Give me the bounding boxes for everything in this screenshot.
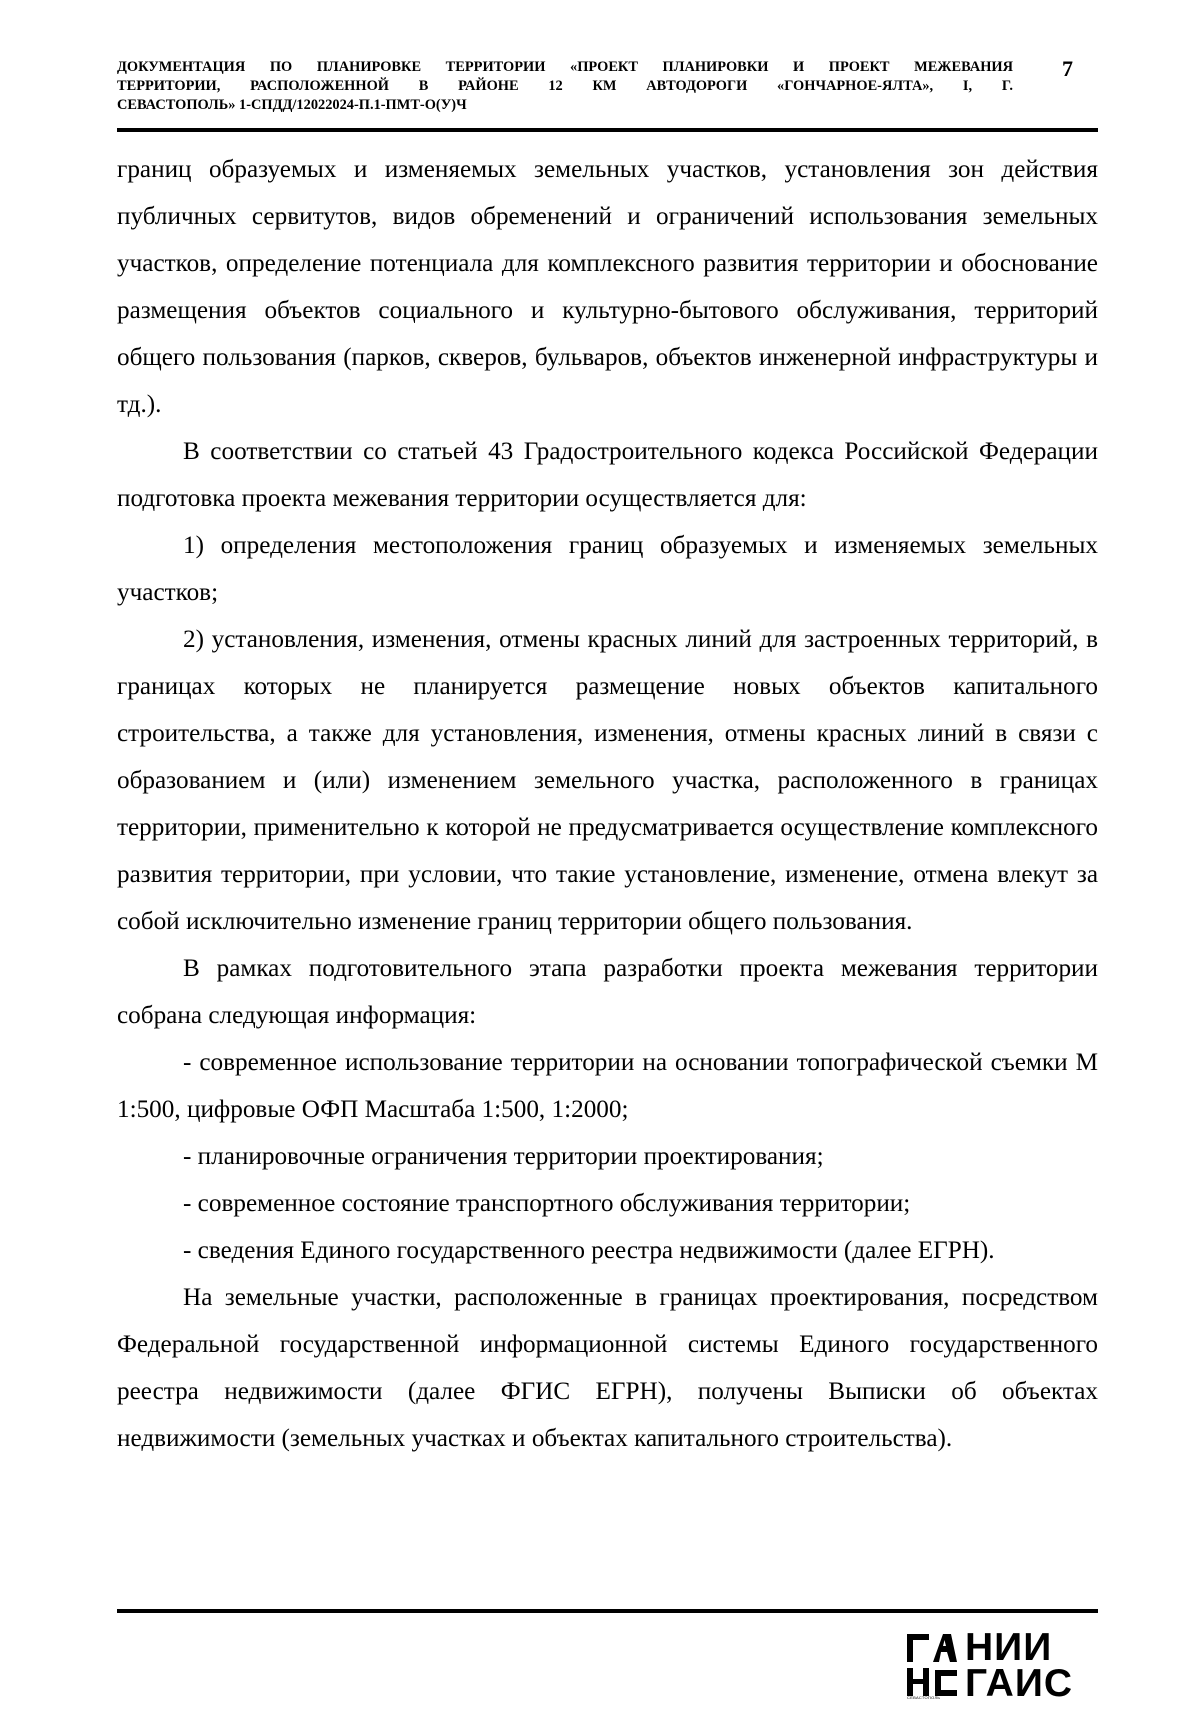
document-body <box>117 146 1098 1462</box>
paragraph-2: В соответствии со статьей 43 Градостроительного кодекса Российской Федерации подготовка проекта межевания территории осуществляется для: <box>117 438 1098 512</box>
bullet-item-1: - современное использование территории на основании топографической съемки М 1:500, цифровые ОФП Масштаба 1:500, 1:2000; <box>117 1049 1098 1123</box>
header-line-3: СЕВАСТОПОЛЬ» 1-СПДД/12022024-П.1-ПМТ-О(У)Ч <box>117 97 467 113</box>
list-item-2: 2) установления, изменения, отмены красных линий для застроенных территорий, в границах которых не планируется размещение новых объектов капитального строительства, а также для установления, изменения, отмены красных линий в связи с образованием и (или) изменением земельного участка, расположенного в границах территории, применительно к которой не предусматривается осуществление комплексного развития территории, при условии, что такие установление, изменение, отмена влекут за собой исключительно изменение границ территории общего пользования. <box>117 626 1098 935</box>
logo-line-1: НИИ <box>965 1626 1053 1669</box>
bullet-item-3: - современное состояние транспортного обслуживания территории; <box>183 1190 911 1217</box>
page-number: 7 <box>1062 56 1073 81</box>
header-line-1: ДОКУМЕНТАЦИЯ ПО ПЛАНИРОВКЕ ТЕРРИТОРИИ «ПРОЕКТ ПЛАНИРОВКИ И ПРОЕКТ МЕЖЕВАНИЯ <box>117 59 1013 75</box>
document-header <box>117 58 1013 115</box>
paragraph-3: В рамках подготовительного этапа разработки проекта межевания территории собрана следующая информация: <box>117 955 1098 1029</box>
logo-city: СЕВАСТОПОЛЬ <box>907 1695 941 1700</box>
logo-wordmark <box>965 1626 1074 1705</box>
list-item-1: 1) определения местоположения границ образуемых и изменяемых земельных участков; <box>117 532 1098 606</box>
paragraph-1: границ образуемых и изменяемых земельных участков, установления зон действия публичных сервитутов, видов обременений и ограничений использования земельных участков, определение потенциала для комплексного развития территории и обоснование размещения объектов социального и культурно-бытового обслуживания, территорий общего пользования (парков, скверов, бульваров, объектов инженерной инфраструктуры и тд.). <box>117 156 1098 418</box>
header-divider <box>117 128 1098 132</box>
paragraph-4: На земельные участки, расположенные в границах проектирования, посредством Федеральной государственной информационной системы Единого государственного реестра недвижимости (далее ФГИС ЕГРН), получены Выписки об объектах недвижимости (земельных участках и объектах капитального строительства). <box>117 1284 1098 1452</box>
bullet-item-4: - сведения Единого государственного реестра недвижимости (далее ЕГРН). <box>183 1237 995 1264</box>
gais-emblem-icon <box>907 1634 957 1698</box>
footer-divider <box>117 1609 1098 1613</box>
logo-line-2: ГАИС <box>965 1662 1074 1705</box>
nii-gais-logo <box>907 1626 1087 1705</box>
header-line-2: ТЕРРИТОРИИ, РАСПОЛОЖЕННОЙ В РАЙОНЕ 12 КМ АВТОДОРОГИ «ГОНЧАРНОЕ-ЯЛТА», I, Г. <box>117 78 1013 94</box>
bullet-item-2: - планировочные ограничения территории проектирования; <box>183 1143 824 1170</box>
